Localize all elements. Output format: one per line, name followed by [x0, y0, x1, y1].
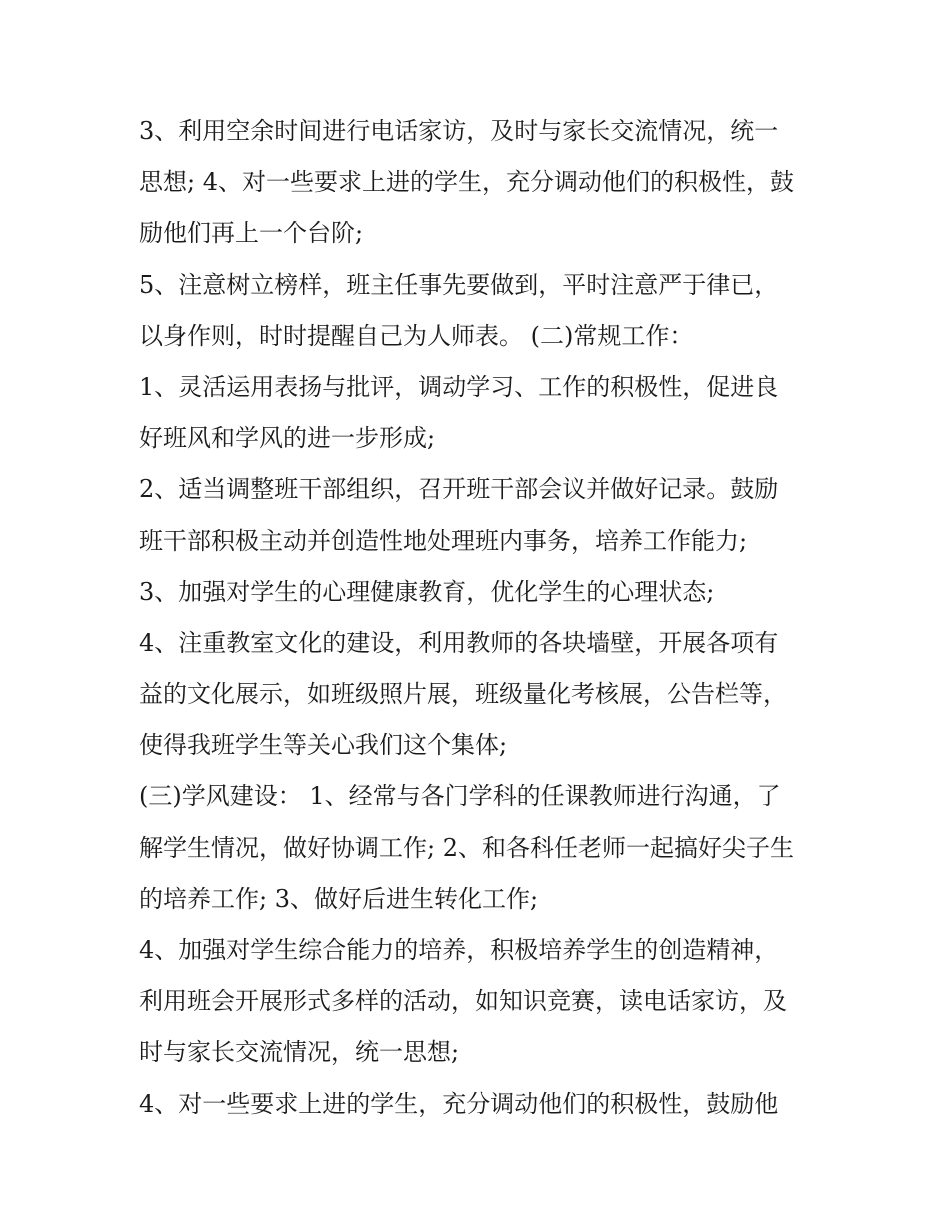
- text-line: 4、加强对学生综合能力的培养，积极培养学生的创造精神，: [139, 936, 779, 964]
- text-line: (三)学风建设： 1、经常与各门学科的任课教师进行沟通，了: [139, 782, 781, 811]
- text-line: 5、注意树立榜样，班主任事先要做到，平时注意严于律已，: [139, 270, 779, 299]
- text-line: 3、加强对学生的心理健康教育，优化学生的心理状态;: [139, 577, 715, 606]
- text-line: 班干部积极主动并创造性地处理班内事务，培养工作能力;: [139, 526, 748, 555]
- text-line: 励他们再上一个台阶;: [139, 219, 364, 248]
- text-line: 2、适当调整班干部组织，召开班干部会议并做好记录。鼓励: [139, 475, 779, 504]
- text-line: 以身作则，时时提醒自己为人师表。 (二)常规工作：: [139, 321, 694, 350]
- document-body: [139, 106, 819, 1130]
- text-line: 的培养工作; 3、做好后进生转化工作;: [139, 884, 539, 913]
- text-line: 解学生情况，做好协调工作; 2、和各科任老师一起搞好尖子生: [139, 833, 794, 862]
- text-line: 好班风和学风的进一步形成;: [139, 424, 436, 453]
- text-line: 利用班会开展形式多样的活动，如知识竞赛，读电话家访，及: [139, 987, 787, 1016]
- text-line: 益的文化展示，如班级照片展，班级量化考核展，公告栏等，: [139, 680, 787, 709]
- text-line: 1、灵活运用表扬与批评，调动学习、工作的积极性，促进良: [139, 372, 779, 401]
- text-line: 使得我班学生等关心我们这个集体;: [139, 731, 508, 760]
- text-line: 3、利用空余时间进行电话家访，及时与家长交流情况，统一: [139, 117, 779, 145]
- text-line: 时与家长交流情况，统一思想;: [139, 1038, 460, 1067]
- text-line: 4、注重教室文化的建设，利用教师的各块墙壁，开展各项有: [139, 628, 779, 657]
- text-line: 思想; 4、对一些要求上进的学生，充分调动他们的积极性，鼓: [139, 168, 794, 197]
- text-line: 4、对一些要求上进的学生，充分调动他们的积极性，鼓励他: [139, 1089, 779, 1118]
